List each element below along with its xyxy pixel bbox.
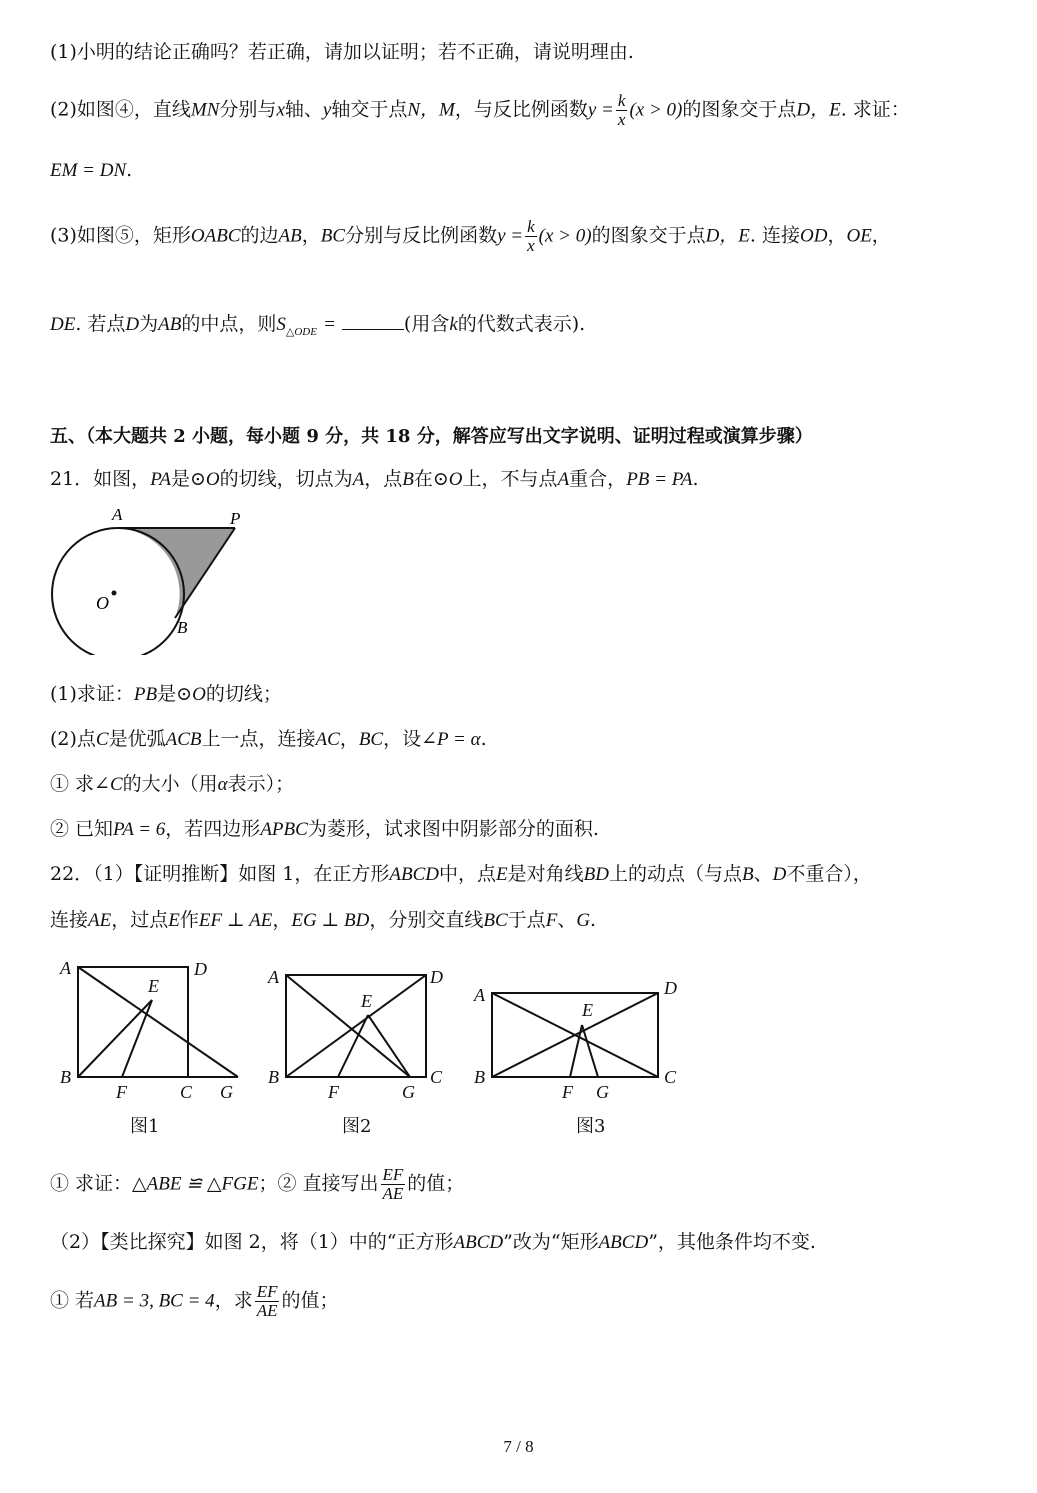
q20-part1: (1)小明的结论正确吗？若正确，请加以证明；若不正确，请说明理由. [50, 41, 634, 63]
fraction-ef-over-ae-2: $\frac{EF}{AE}$ [256, 1282, 278, 1320]
fraction-ef-over-ae: $\frac{EF}{AE}$ [382, 1165, 404, 1203]
q21-sub2: ② 已知PA = 6，若四边形APBC为菱形，试求图中阴影部分的面积. [50, 818, 599, 840]
svg-text:B: B [268, 1067, 279, 1087]
q20-part2: (2)如图④，直线MN分别与x轴、y轴交于点N，M，与反比例函数y = $\frac{k}{x}$ (x > 0)的图象交于点D，E. 求证： [50, 91, 910, 129]
label-o: O [96, 593, 109, 613]
svg-text:G: G [596, 1082, 609, 1102]
caption-fig3: 图3 [576, 1116, 606, 1137]
svg-text:A: A [268, 967, 279, 987]
q21-part2: (2)点C是优弧ACB上一点，连接AC，BC，设∠P = α. [50, 728, 487, 750]
q22-line1: 22．（1）【证明推断】如图 1，在正方形ABCD中，点E是对角线BD上的动点（与点B、D不重合）， [50, 863, 872, 885]
svg-text:B: B [60, 1067, 71, 1087]
section-5-heading: 五、（本大题共 2 小题，每小题 9 分，共 18 分，解答应写出文字说明、证明过程或演算步骤） [50, 426, 813, 447]
svg-text:E: E [361, 991, 372, 1011]
svg-text:A: A [60, 958, 71, 978]
figure-3 [492, 993, 658, 1077]
segment-ef [122, 1000, 152, 1077]
svg-text:A: A [474, 985, 485, 1005]
q21-part1: (1)求证：PB是⊙O的切线； [50, 683, 282, 705]
page-number: 7 / 8 [503, 1437, 534, 1456]
svg-text:G: G [402, 1082, 415, 1102]
q21-circle-figure [40, 505, 260, 655]
svg-text:B: B [474, 1067, 485, 1087]
q22-part2: （2）【类比探究】如图 2，将（1）中的“正方形ABCD”改为“矩形ABCD”，其他条件均不变. [50, 1231, 816, 1253]
center-dot [112, 591, 117, 596]
caption-fig2: 图2 [342, 1116, 372, 1137]
label-a: A [112, 505, 123, 524]
diagonal-bd [78, 1000, 152, 1077]
q22-figures [50, 950, 710, 1145]
q21-stem: 21．如图，PA是⊙O的切线，切点为A，点B在⊙O上，不与点A重合，PB = PA. [50, 468, 699, 490]
svg-text:F: F [328, 1082, 339, 1102]
fraction-k-over-x-2: $\frac{k}{x}$ [527, 217, 535, 255]
answer-blank [342, 315, 404, 330]
q21-sub1: ① 求∠C的大小（用α表示）； [50, 773, 295, 795]
q22-sub1: ① 求证：△ABE ≌ △FGE；② 直接写出 $\frac{EF}{AE}$ 的值； [50, 1165, 465, 1203]
svg-text:C: C [180, 1082, 193, 1102]
svg-text:E: E [582, 1000, 593, 1020]
label-b: B [177, 618, 188, 637]
shaded-region [118, 528, 235, 618]
svg-text:D: D [430, 967, 443, 987]
svg-text:C: C [430, 1067, 443, 1087]
fraction-k-over-x: $\frac{k}{x}$ [617, 91, 626, 129]
q20-part3: (3)如图⑤，矩形OABC的边AB，BC分别与反比例函数y = $\frac{k}{x}$ (x > 0)的图象交于点D，E. 连接OD，OE， [50, 217, 891, 255]
circle-o [52, 528, 184, 655]
svg-text:E: E [148, 976, 159, 996]
q20-part2-eq: EM = DN. [50, 159, 133, 181]
q22-sub2: ① 若AB = 3, BC = 4，求 $\frac{EF}{AE}$ 的值； [50, 1282, 339, 1320]
figure-2 [286, 975, 426, 1077]
label-p: P [230, 509, 241, 528]
caption-fig1: 图1 [130, 1116, 160, 1137]
svg-text:F: F [116, 1082, 127, 1102]
q20-part3-cont: DE. 若点D为AB的中点，则$S_{\triangle ODE}$ = (用含k的代数式表示). [50, 313, 586, 338]
svg-text:D: D [194, 959, 207, 979]
q22-line2: 连接AE，过点E作EF ⊥ AE，EG ⊥ BD，分别交直线BC于点F、G. [50, 909, 597, 931]
svg-text:D: D [664, 978, 677, 998]
svg-text:G: G [220, 1082, 233, 1102]
svg-text:C: C [664, 1067, 677, 1087]
svg-text:F: F [562, 1082, 573, 1102]
